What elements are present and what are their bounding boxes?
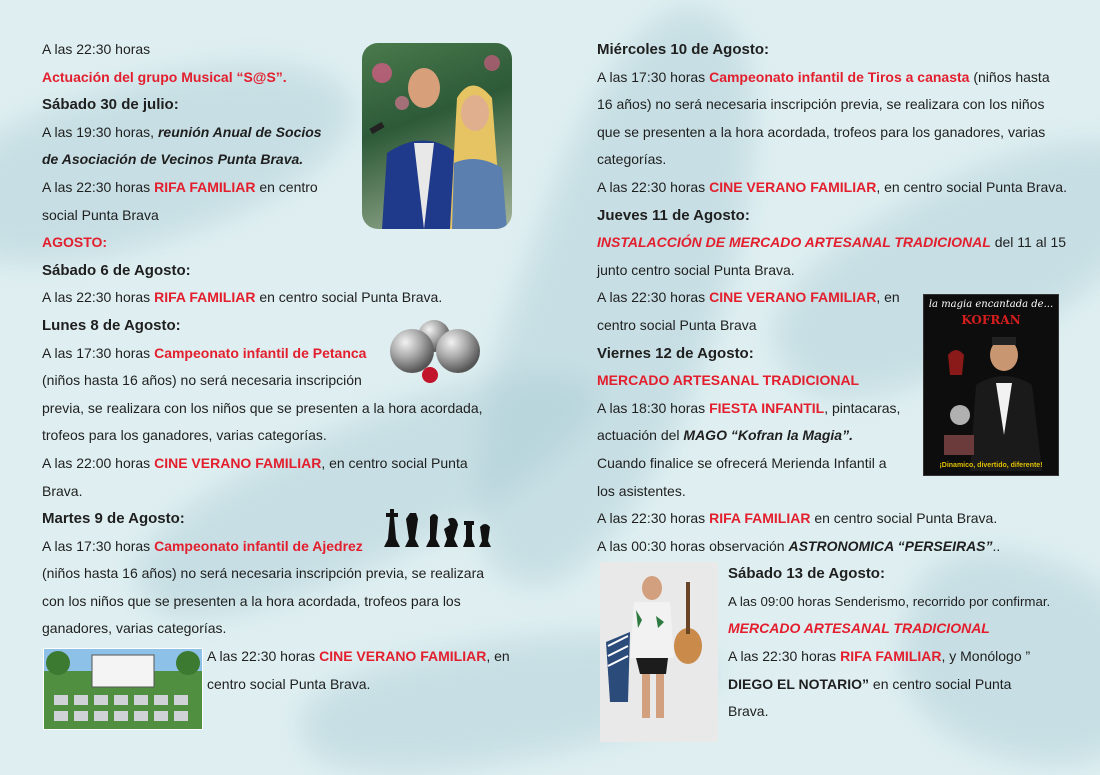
chess-pieces-icon bbox=[382, 505, 494, 553]
schedule-text: , en bbox=[486, 648, 510, 665]
schedule-text: A las 17:30 horas bbox=[597, 68, 710, 85]
schedule-text: A las 17:30 horas bbox=[42, 344, 155, 361]
event-name: CINE VERANO FAMILIAR bbox=[709, 178, 877, 195]
event-name: CINE VERANO FAMILIAR bbox=[319, 648, 487, 665]
performer-photo bbox=[600, 562, 718, 742]
schedule-text: en centro social Punta bbox=[869, 675, 1012, 692]
schedule-text: centro social Punta Brava bbox=[597, 316, 757, 333]
event-name: MERCADO ARTESANAL TRADICIONAL bbox=[597, 372, 860, 389]
schedule-text: en centro bbox=[255, 178, 318, 195]
text-line bbox=[597, 91, 1077, 119]
text-line bbox=[597, 533, 1077, 561]
schedule-text: con los niños que se presenten a la hora acordada, trofeos para los bbox=[42, 592, 461, 609]
schedule-text: A las 22:30 horas bbox=[597, 178, 710, 195]
text-line bbox=[42, 588, 512, 616]
event-name: Campeonato infantil de Tiros a canasta bbox=[709, 68, 970, 85]
text-line bbox=[597, 64, 1077, 92]
event-name: MERCADO ARTESANAL TRADICIONAL bbox=[728, 620, 990, 637]
text-line bbox=[597, 174, 1077, 202]
schedule-text: A las 22:30 horas bbox=[42, 178, 155, 195]
schedule-text: , pintacaras, bbox=[824, 399, 901, 416]
schedule-text: del 11 al 15 bbox=[990, 234, 1067, 251]
date-label: Lunes 8 de Agosto: bbox=[42, 316, 181, 334]
schedule-text: A las 17:30 horas bbox=[42, 537, 155, 554]
schedule-text: A las 19:30 horas, bbox=[42, 123, 158, 140]
schedule-text: (niños hasta 16 años) no será necesaria inscripción previa, se realizara bbox=[42, 565, 485, 582]
date-label: Sábado 6 de Agosto: bbox=[42, 261, 191, 279]
outdoor-cinema-illustration bbox=[43, 648, 203, 730]
schedule-text: junto centro social Punta Brava. bbox=[597, 261, 795, 278]
event-name: CINE VERANO FAMILIAR bbox=[709, 289, 877, 306]
event-name: Actuación del grupo Musical “S@S”. bbox=[42, 68, 287, 85]
schedule-text: Brava. bbox=[42, 482, 83, 499]
schedule-text: , en bbox=[876, 289, 900, 306]
text-line bbox=[42, 450, 512, 478]
month-heading bbox=[42, 229, 512, 257]
schedule-text: categorías. bbox=[597, 151, 667, 168]
schedule-text: A las 22:30 horas bbox=[728, 648, 841, 665]
event-name: INSTALACCIÓN DE MERCADO ARTESANAL TRADICIONAL bbox=[597, 234, 991, 251]
text-line bbox=[42, 395, 512, 423]
schedule-text: A las 22:30 horas bbox=[597, 289, 710, 306]
magician-poster bbox=[923, 294, 1059, 476]
schedule-text: .. bbox=[992, 537, 1001, 554]
event-name: RIFA FAMILIAR bbox=[709, 510, 811, 527]
event-name: FIESTA INFANTIL bbox=[709, 399, 825, 416]
schedule-text: A las 00:30 horas observación bbox=[597, 537, 789, 554]
text-line bbox=[42, 422, 512, 450]
date-label: Viernes 12 de Agosto: bbox=[597, 344, 754, 362]
text-line bbox=[597, 257, 1077, 285]
schedule-text: previa, se realizara con los niños que se presenten a la hora acordada, bbox=[42, 399, 483, 416]
schedule-text: , y Monólogo ” bbox=[941, 648, 1031, 665]
text-line bbox=[597, 146, 1077, 174]
text-line bbox=[42, 478, 512, 506]
schedule-text: A las 09:00 horas Senderismo, recorrido por confirmar. bbox=[728, 593, 1051, 609]
schedule-text: 16 años) no será necesaria inscripción previa, se realizara con los niños bbox=[597, 96, 1045, 113]
text-line bbox=[597, 478, 1077, 506]
event-name: de Asociación de Vecinos Punta Brava. bbox=[42, 151, 304, 168]
event-name: MAGO “Kofran la Magia”. bbox=[683, 427, 853, 444]
schedule-text: Brava. bbox=[728, 703, 769, 720]
schedule-text: en centro social Punta Brava. bbox=[810, 510, 998, 527]
date-label: Sábado 13 de Agosto: bbox=[728, 565, 885, 583]
schedule-text: social Punta Brava bbox=[42, 206, 159, 223]
text-line bbox=[597, 229, 1077, 257]
text-line bbox=[42, 284, 512, 312]
date-heading bbox=[597, 202, 1077, 230]
date-label: Sábado 30 de julio: bbox=[42, 96, 179, 114]
date-label: Miércoles 10 de Agosto: bbox=[597, 41, 769, 58]
schedule-text: Cuando finalice se ofrecerá Merienda Infantil a bbox=[597, 454, 887, 471]
schedule-text: A las 22:30 horas bbox=[597, 510, 710, 527]
event-name: reunión Anual de Socios bbox=[157, 123, 322, 140]
event-name: Campeonato infantil de Ajedrez bbox=[154, 537, 363, 554]
schedule-text: actuación del bbox=[597, 427, 684, 444]
poster-title: la magia encantada de... bbox=[928, 299, 1054, 310]
band-photo bbox=[362, 43, 512, 229]
schedule-text: A las 22:00 horas bbox=[42, 454, 155, 471]
schedule-text: A las 22:30 horas bbox=[42, 289, 155, 306]
date-heading bbox=[42, 257, 512, 285]
date-label: Martes 9 de Agosto: bbox=[42, 510, 185, 528]
poster-name: KOFRAN bbox=[961, 313, 1021, 327]
text-line bbox=[42, 615, 512, 643]
petanque-balls-icon bbox=[386, 318, 486, 388]
text-line bbox=[42, 560, 512, 588]
event-name: Campeonato infantil de Petanca bbox=[154, 344, 367, 361]
schedule-text: centro social Punta Brava. bbox=[207, 675, 371, 692]
schedule-text: , en centro social Punta bbox=[321, 454, 468, 471]
schedule-text: (niños hasta bbox=[969, 68, 1050, 85]
schedule-text: A las 22:30 horas bbox=[207, 648, 320, 665]
date-label: Jueves 11 de Agosto: bbox=[597, 206, 750, 224]
schedule-text: , en centro social Punta Brava. bbox=[876, 178, 1067, 195]
text-line bbox=[597, 505, 1077, 533]
event-name: RIFA FAMILIAR bbox=[154, 289, 256, 306]
event-name: RIFA FAMILIAR bbox=[154, 178, 256, 195]
event-name: ASTRONOMICA “PERSEIRAS” bbox=[788, 537, 993, 554]
performer-name: DIEGO EL NOTARIO” bbox=[728, 675, 870, 692]
poster-tagline: ¡Dinamico, divertido, diferente! bbox=[939, 462, 1043, 469]
schedule-text: que se presenten a la hora acordada, trofeos para los ganadores, varias bbox=[597, 123, 1046, 140]
month-label: AGOSTO: bbox=[42, 234, 108, 251]
date-heading bbox=[597, 36, 1077, 64]
schedule-text: A las 18:30 horas bbox=[597, 399, 710, 416]
schedule-text: (niños hasta 16 años) no será necesaria inscripción bbox=[42, 372, 362, 389]
schedule-text: ganadores, varias categorías. bbox=[42, 620, 227, 637]
schedule-text: en centro social Punta Brava. bbox=[255, 289, 443, 306]
schedule-text: los asistentes. bbox=[597, 482, 686, 499]
schedule-text: A las 22:30 horas bbox=[42, 41, 151, 57]
event-name: RIFA FAMILIAR bbox=[840, 648, 942, 665]
event-name: CINE VERANO FAMILIAR bbox=[154, 454, 322, 471]
text-line bbox=[597, 119, 1077, 147]
schedule-text: trofeos para los ganadores, varias categorías. bbox=[42, 427, 327, 444]
